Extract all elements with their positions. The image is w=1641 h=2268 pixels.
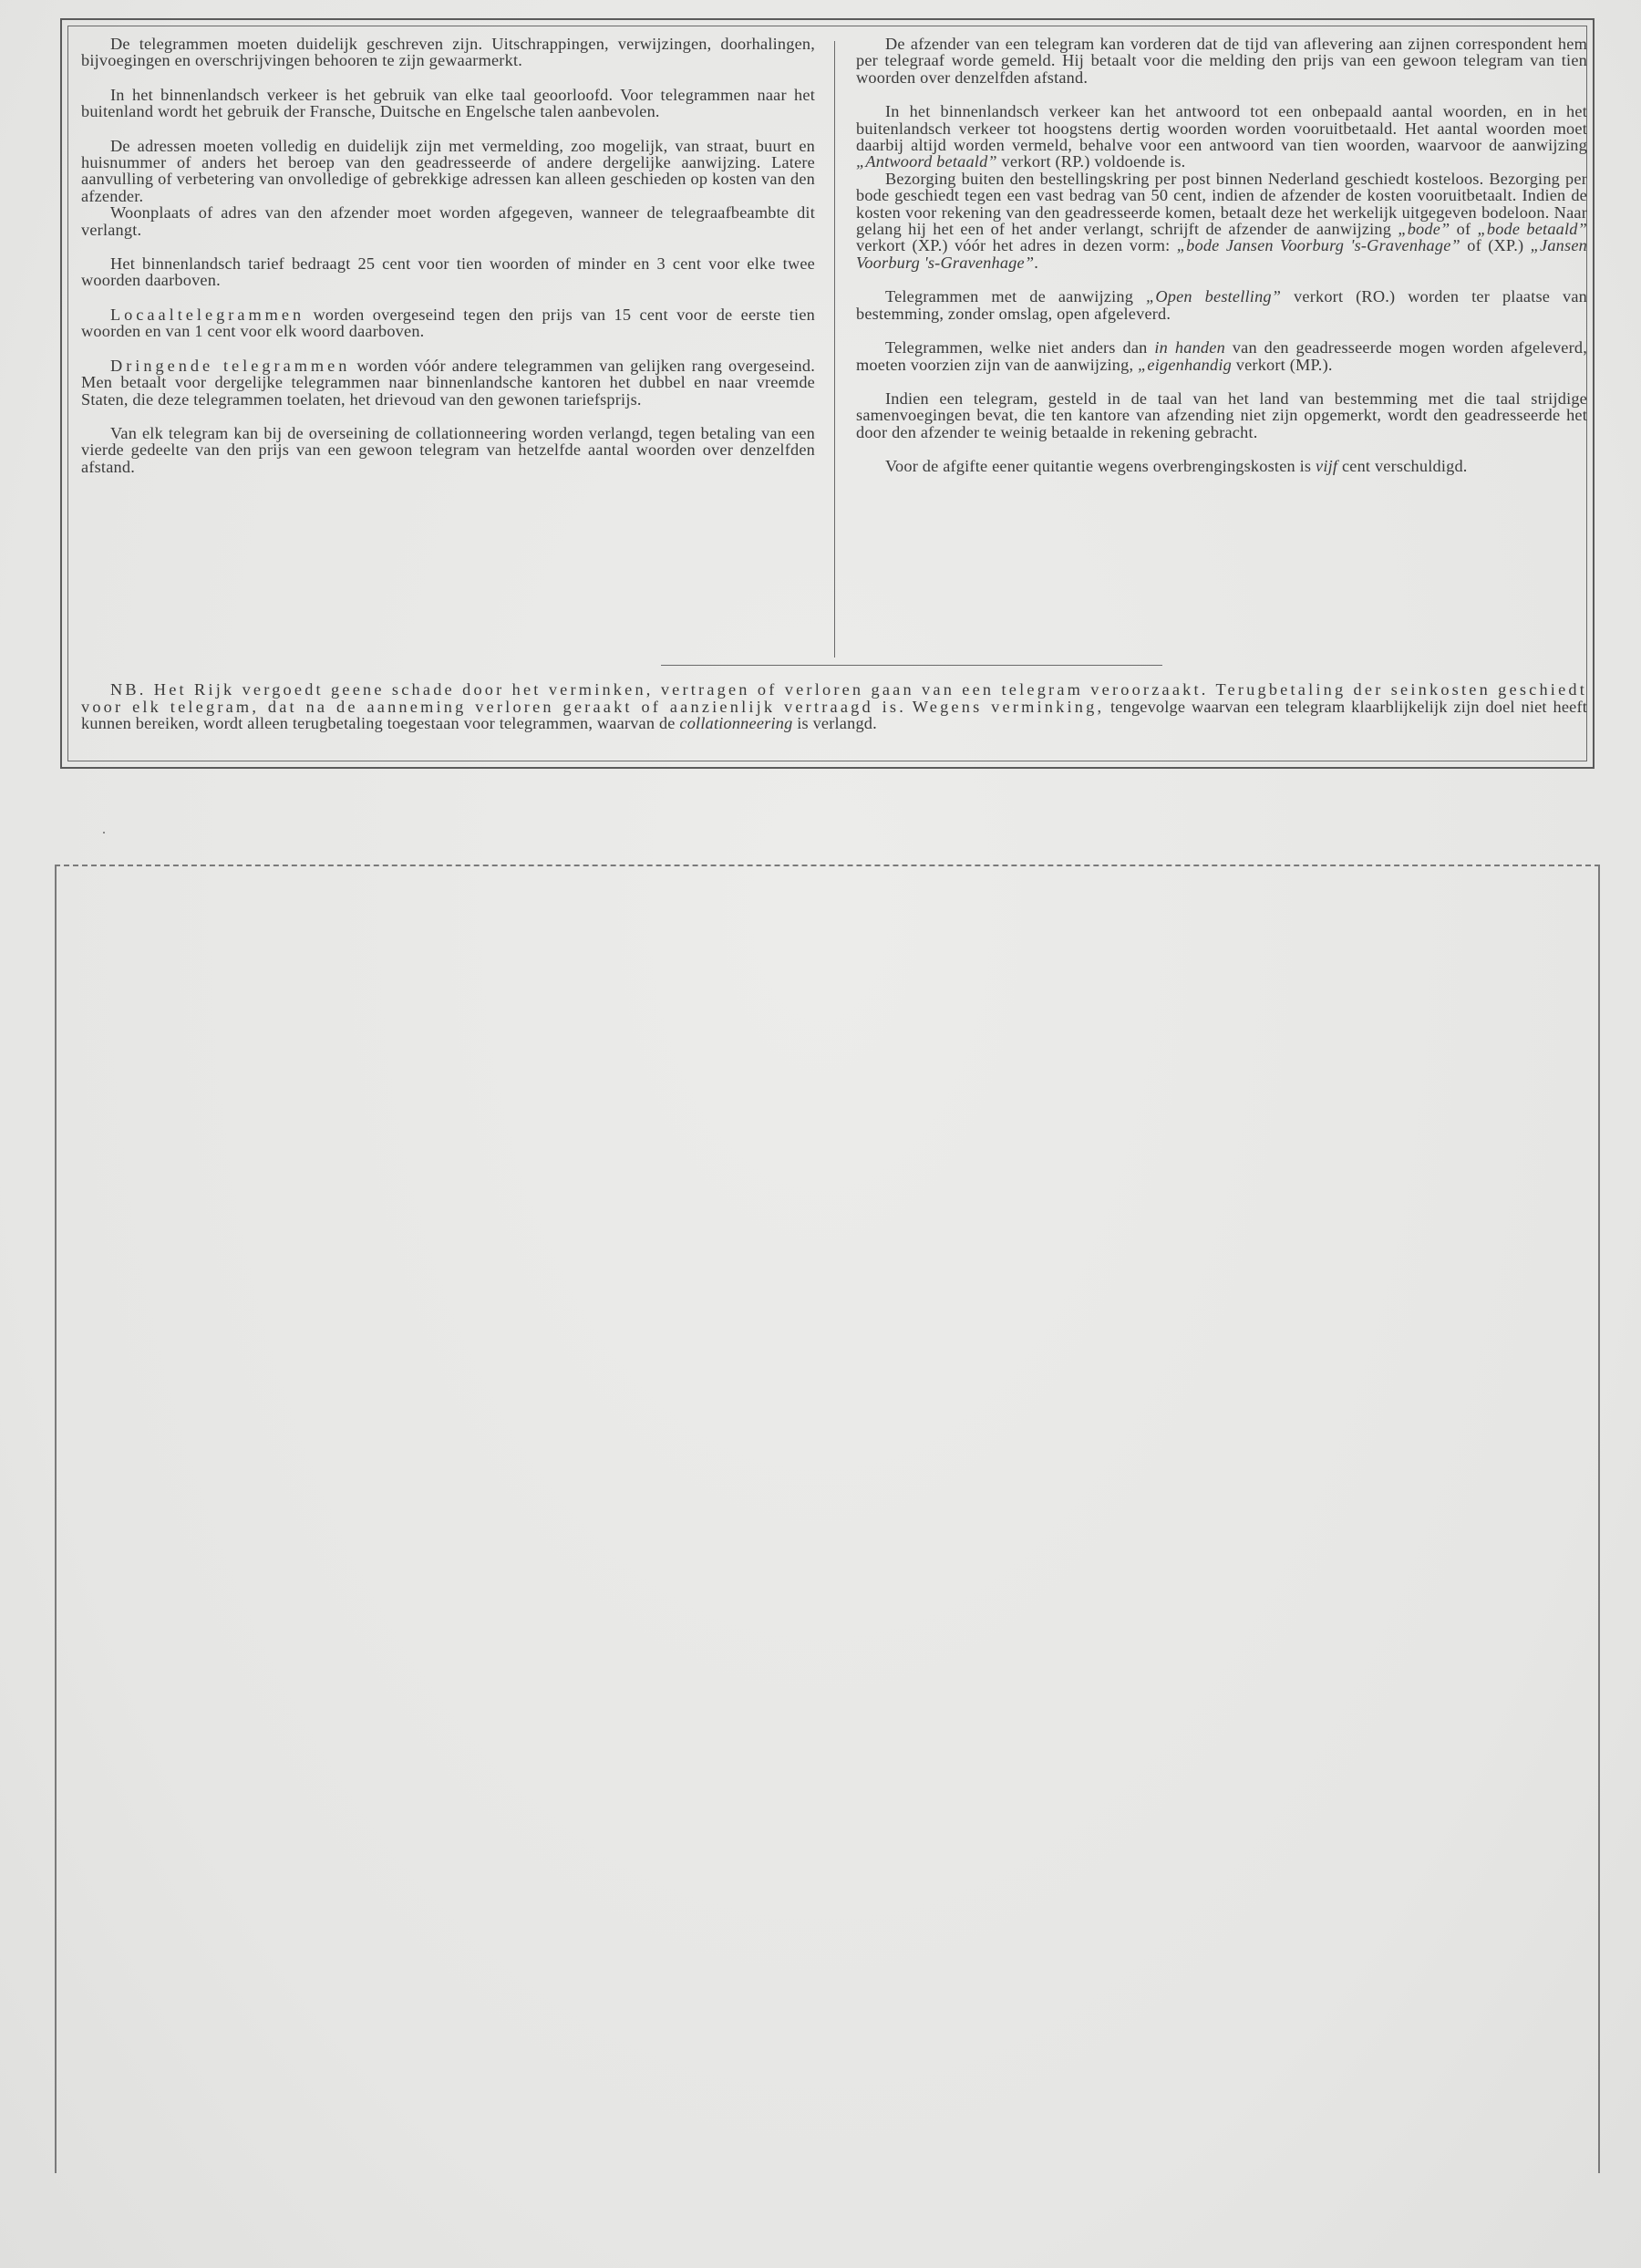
italic-term: „Antwoord betaald” — [856, 152, 997, 171]
paragraph-text: . — [1034, 253, 1038, 272]
instructions-left-column — [81, 36, 815, 492]
instruction-paragraph — [856, 339, 1587, 373]
paragraph-text: worden overgeseind tegen den prijs van 15 cent voor de eerste tien woorden en van 1 cent voor elk woord daarboven. — [81, 305, 815, 341]
nb-spaced-text: NB. Het Rijk vergoedt geene schade door het verminken, vertragen of verloren gaan van een telegram veroorzaakt. Terugbetaling der seinkosten geschiedt voor elk telegram, dat na de aanneming verloren geraakt of aanzienlijk vertraagd is. — [81, 680, 1587, 716]
separator-rule — [661, 665, 1162, 666]
paragraph-text: verkort (MP.). — [1231, 355, 1333, 374]
italic-term: „bode betaald” — [1477, 220, 1588, 239]
empty-form-frame — [55, 865, 1600, 2173]
spaced-heading: Dringende telegrammen — [110, 356, 351, 375]
paragraph-text: In het binnenlandsch verkeer kan het antwoord tot een onbepaald aantal woorden, en in het buitenlandsch verkeer tot hoogstens dertig woorden worden vooruitbetaald. Het aantal woorden moet daarbij altijd worden vermeld, behalve voor een antwoord van tien woorden, waarvoor de aanwijzing — [856, 102, 1587, 155]
paragraph-text: verkort (XP.) vóór het adres in dezen vorm: — [856, 236, 1177, 255]
paragraph-text: of (XP.) — [1460, 236, 1531, 255]
paragraph-text: Bezorging buiten den bestellingskring per post binnen Nederland geschiedt kosteloos. Bezorging per bode geschiedt tegen een vast bedrag van 50 cent, indien de afzender de kosten vooruitbetaalt. Indien de kosten voor rekening van den geadresseerde komen, betaalt deze het werkelijk uitgegeven bodeloon. Naar gelang hij het een of het ander verlangt, schrijft de afzender de aanwijzing — [856, 169, 1587, 239]
paragraph-text: verkort (RO.) worden ter plaatse van bestemming, zonder omslag, open afgeleverd. — [856, 287, 1588, 323]
print-speck — [103, 832, 105, 834]
paragraph-text: of — [1450, 220, 1478, 239]
instruction-paragraph: De afzender van een telegram kan vorderen dat de tijd van aflevering aan zijnen correspondent hem per telegraaf worde gemeld. Hij betaalt voor die melding den prijs van een gewoon telegram van tien woorden over denzelfden afstand. — [856, 35, 1587, 87]
instructions-box — [60, 18, 1595, 769]
instruction-paragraph — [81, 357, 815, 408]
paragraph-text: cent verschuldigd. — [1337, 457, 1468, 476]
instruction-paragraph: Het binnenlandsch tarief bedraagt 25 cent voor tien woorden of minder en 3 cent voor elke twee woorden daarboven. — [81, 254, 815, 290]
instruction-paragraph — [856, 103, 1587, 171]
instruction-paragraph: Van elk telegram kan bij de overseining de collationneering worden verlangd, tegen betaling van een vierde gedeelte van den prijs van een gewoon telegram van hetzelfde aantal woorden over denzelfden afstand. — [81, 423, 815, 476]
instruction-paragraph: De adressen moeten volledig en duidelijk zijn met vermelding, zoo mogelijk, van straat, buurt en huisnummer of anders het beroep van den geadresseerde of andere dergelijke aanwijzing. Latere aanvulling of verbetering van onvolledige of gebrekkige adressen kan alleen geschieden op kosten van den afzender. — [81, 136, 815, 205]
nb-text: tengevolge waarvan een telegram klaarblijkelijk zijn doel niet heeft kunnen bereiken, wordt alleen terugbetaling toegestaan voor telegrammen, waarvan de — [81, 697, 1588, 733]
instruction-paragraph: De telegrammen moeten duidelijk geschreven zijn. Uitschrappingen, verwijzingen, doorhalingen, bijvoegingen en overschrijvingen behooren te zijn gewaarmerkt. — [81, 35, 815, 70]
instruction-paragraph — [856, 458, 1587, 474]
column-divider — [834, 41, 835, 658]
italic-term: „Jansen Voorburg 's-Gravenhage” — [856, 236, 1587, 272]
italic-term: „Open bestelling” — [1145, 287, 1282, 306]
instruction-paragraph: In het binnenlandsch verkeer is het gebruik van elke taal geoorloofd. Voor telegrammen naar het buitenland wordt het gebruik der Fransche, Duitsche en Engelsche talen aanbevolen. — [81, 85, 815, 121]
instruction-paragraph — [856, 171, 1587, 271]
paragraph-text: van den geadresseerde mogen worden afgeleverd, moeten voorzien zijn van de aanwijzing, — [856, 338, 1587, 374]
nb-spaced-text: Wegens verminking, — [912, 697, 1105, 716]
italic-term: „bode” — [1398, 220, 1450, 239]
instruction-paragraph: Indien een telegram, gesteld in de taal van het land van bestemming met die taal strijdige samenvoegingen bevat, die ten kantore van afzending niet zijn opgemerkt, wordt den geadresseerde het door den afzender te weinig betaalde in rekening gebracht. — [856, 388, 1587, 441]
paragraph-text: verkort (RP.) voldoende is. — [996, 152, 1186, 171]
italic-term: collationneering — [679, 714, 793, 733]
instruction-paragraph — [856, 288, 1587, 322]
instruction-paragraph — [81, 306, 815, 340]
italic-term: vijf — [1316, 457, 1338, 476]
spaced-heading: Locaaltelegrammen — [110, 305, 305, 324]
instructions-right-column — [856, 36, 1587, 492]
instructions-inner-frame — [67, 26, 1587, 761]
paragraph-text: Telegrammen met de aanwijzing — [885, 287, 1146, 306]
instruction-paragraph: Woonplaats of adres van den afzender moet worden afgegeven, wanneer de telegraafbeambte dit verlangt. — [81, 203, 815, 239]
nb-notice — [81, 681, 1587, 732]
italic-term: „eigenhandig — [1138, 355, 1232, 374]
nb-text: is verlangd. — [792, 714, 877, 733]
italic-term: in handen — [1154, 338, 1225, 357]
paragraph-text: Voor de afgifte eener quitantie wegens overbrengingskosten is — [885, 457, 1316, 476]
italic-term: „bode Jansen Voorburg 's-Gravenhage” — [1176, 236, 1460, 255]
paragraph-text: Telegrammen, welke niet anders dan — [885, 338, 1155, 357]
paragraph-text: worden vóór andere telegrammen van gelijken rang overgeseind. Men betaalt voor dergelijke telegrammen naar binnenlandsche kantoren het dubbel en naar vreemde Staten, die deze telegrammen toelaten, het drievoud van den gewonen tariefsprijs. — [81, 356, 816, 409]
